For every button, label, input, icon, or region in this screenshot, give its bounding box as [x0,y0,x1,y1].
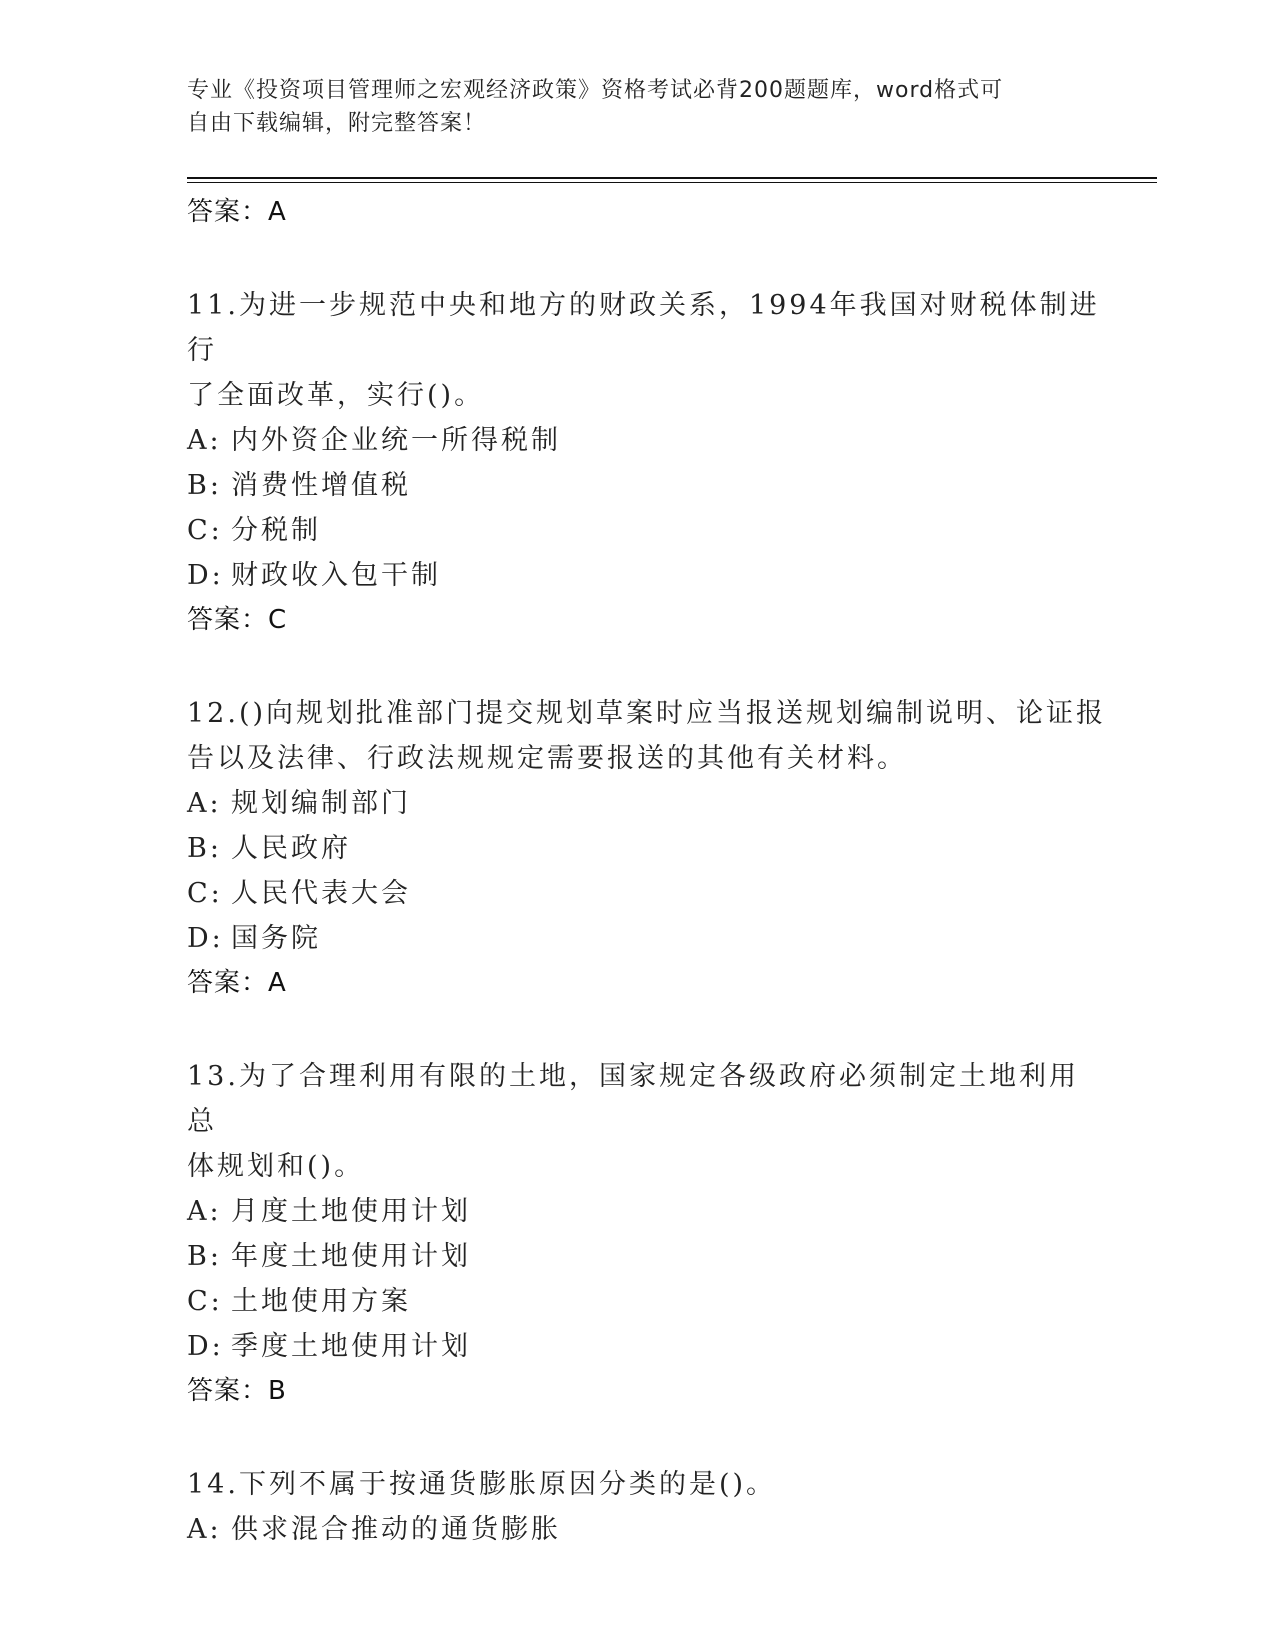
option-text: 月度土地使用计划 [231,1196,471,1227]
spacer [187,234,1107,283]
question-12-option-d [187,916,1107,961]
option-letter: C: [187,878,223,909]
option-letter: A: [187,788,222,819]
option-letter: A: [187,1196,222,1227]
question-13-answer: 答案：B [187,1376,287,1406]
header-divider-thick [187,177,1157,179]
question-11 [187,283,1107,642]
question-11-line-1: 11.为进一步规范中央和地方的财政关系，1994年我国对财税体制进行 [187,290,1100,366]
option-text: 规划编制部门 [231,788,411,819]
question-13-option-c [187,1279,1107,1324]
option-text: 分税制 [231,515,321,546]
option-text: 年度土地使用计划 [231,1241,471,1272]
option-letter: C: [187,1286,223,1317]
option-letter: B: [187,833,222,864]
document-body [187,190,1107,1552]
question-14-option-a [187,1507,1107,1552]
option-text: 内外资企业统一所得税制 [231,425,561,456]
question-11-line-2: 了全面改革，实行()。 [187,380,485,411]
option-letter: A: [187,1514,222,1545]
question-13-option-d [187,1324,1107,1369]
header-title-line-1: 专业《投资项目管理师之宏观经济政策》资格考试必背200题题库，word格式可 [187,78,1004,103]
option-text: 人民政府 [231,833,351,864]
option-text: 供求混合推动的通货膨胀 [231,1514,561,1545]
option-letter: B: [187,1241,222,1272]
question-14-stem [187,1462,1107,1507]
question-11-option-d [187,553,1107,598]
question-12 [187,691,1107,1005]
question-11-option-b [187,463,1107,508]
question-14-line-1: 14.下列不属于按通货膨胀原因分类的是()。 [187,1469,777,1500]
option-text: 国务院 [231,923,321,954]
option-letter: C: [187,515,223,546]
question-12-stem [187,691,1107,781]
question-12-option-b [187,826,1107,871]
question-13-option-a [187,1189,1107,1234]
question-13 [187,1054,1107,1413]
question-12-line-2: 告以及法律、行政法规规定需要报送的其他有关材料。 [187,743,907,774]
header-divider-thin [187,182,1157,183]
question-13-stem [187,1054,1107,1189]
option-letter: A: [187,425,222,456]
option-letter: D: [187,923,224,954]
question-13-option-b [187,1234,1107,1279]
answer-previous: 答案：A [187,197,287,227]
option-text: 土地使用方案 [231,1286,411,1317]
spacer [187,642,1107,691]
option-letter: D: [187,1331,224,1362]
option-text: 消费性增值税 [231,470,411,501]
question-13-line-1: 13.为了合理利用有限的土地，国家规定各级政府必须制定土地利用总 [187,1061,1079,1137]
question-13-line-2: 体规划和()。 [187,1151,365,1182]
option-text: 季度土地使用计划 [231,1331,471,1362]
question-11-option-c [187,508,1107,553]
question-12-option-c [187,871,1107,916]
question-11-answer: 答案：C [187,605,288,635]
document-header [187,74,1087,140]
option-text: 财政收入包干制 [231,560,441,591]
question-12-answer: 答案：A [187,968,287,998]
question-11-option-a [187,418,1107,463]
question-14 [187,1462,1107,1552]
option-text: 人民代表大会 [231,878,411,909]
option-letter: B: [187,470,222,501]
header-title-line-2: 自由下载编辑，附完整答案！ [187,111,487,136]
question-12-option-a [187,781,1107,826]
spacer [187,1005,1107,1054]
option-letter: D: [187,560,224,591]
spacer [187,1413,1107,1462]
question-11-stem [187,283,1107,418]
question-12-line-1: 12.()向规划批准部门提交规划草案时应当报送规划编制说明、论证报 [187,698,1107,729]
